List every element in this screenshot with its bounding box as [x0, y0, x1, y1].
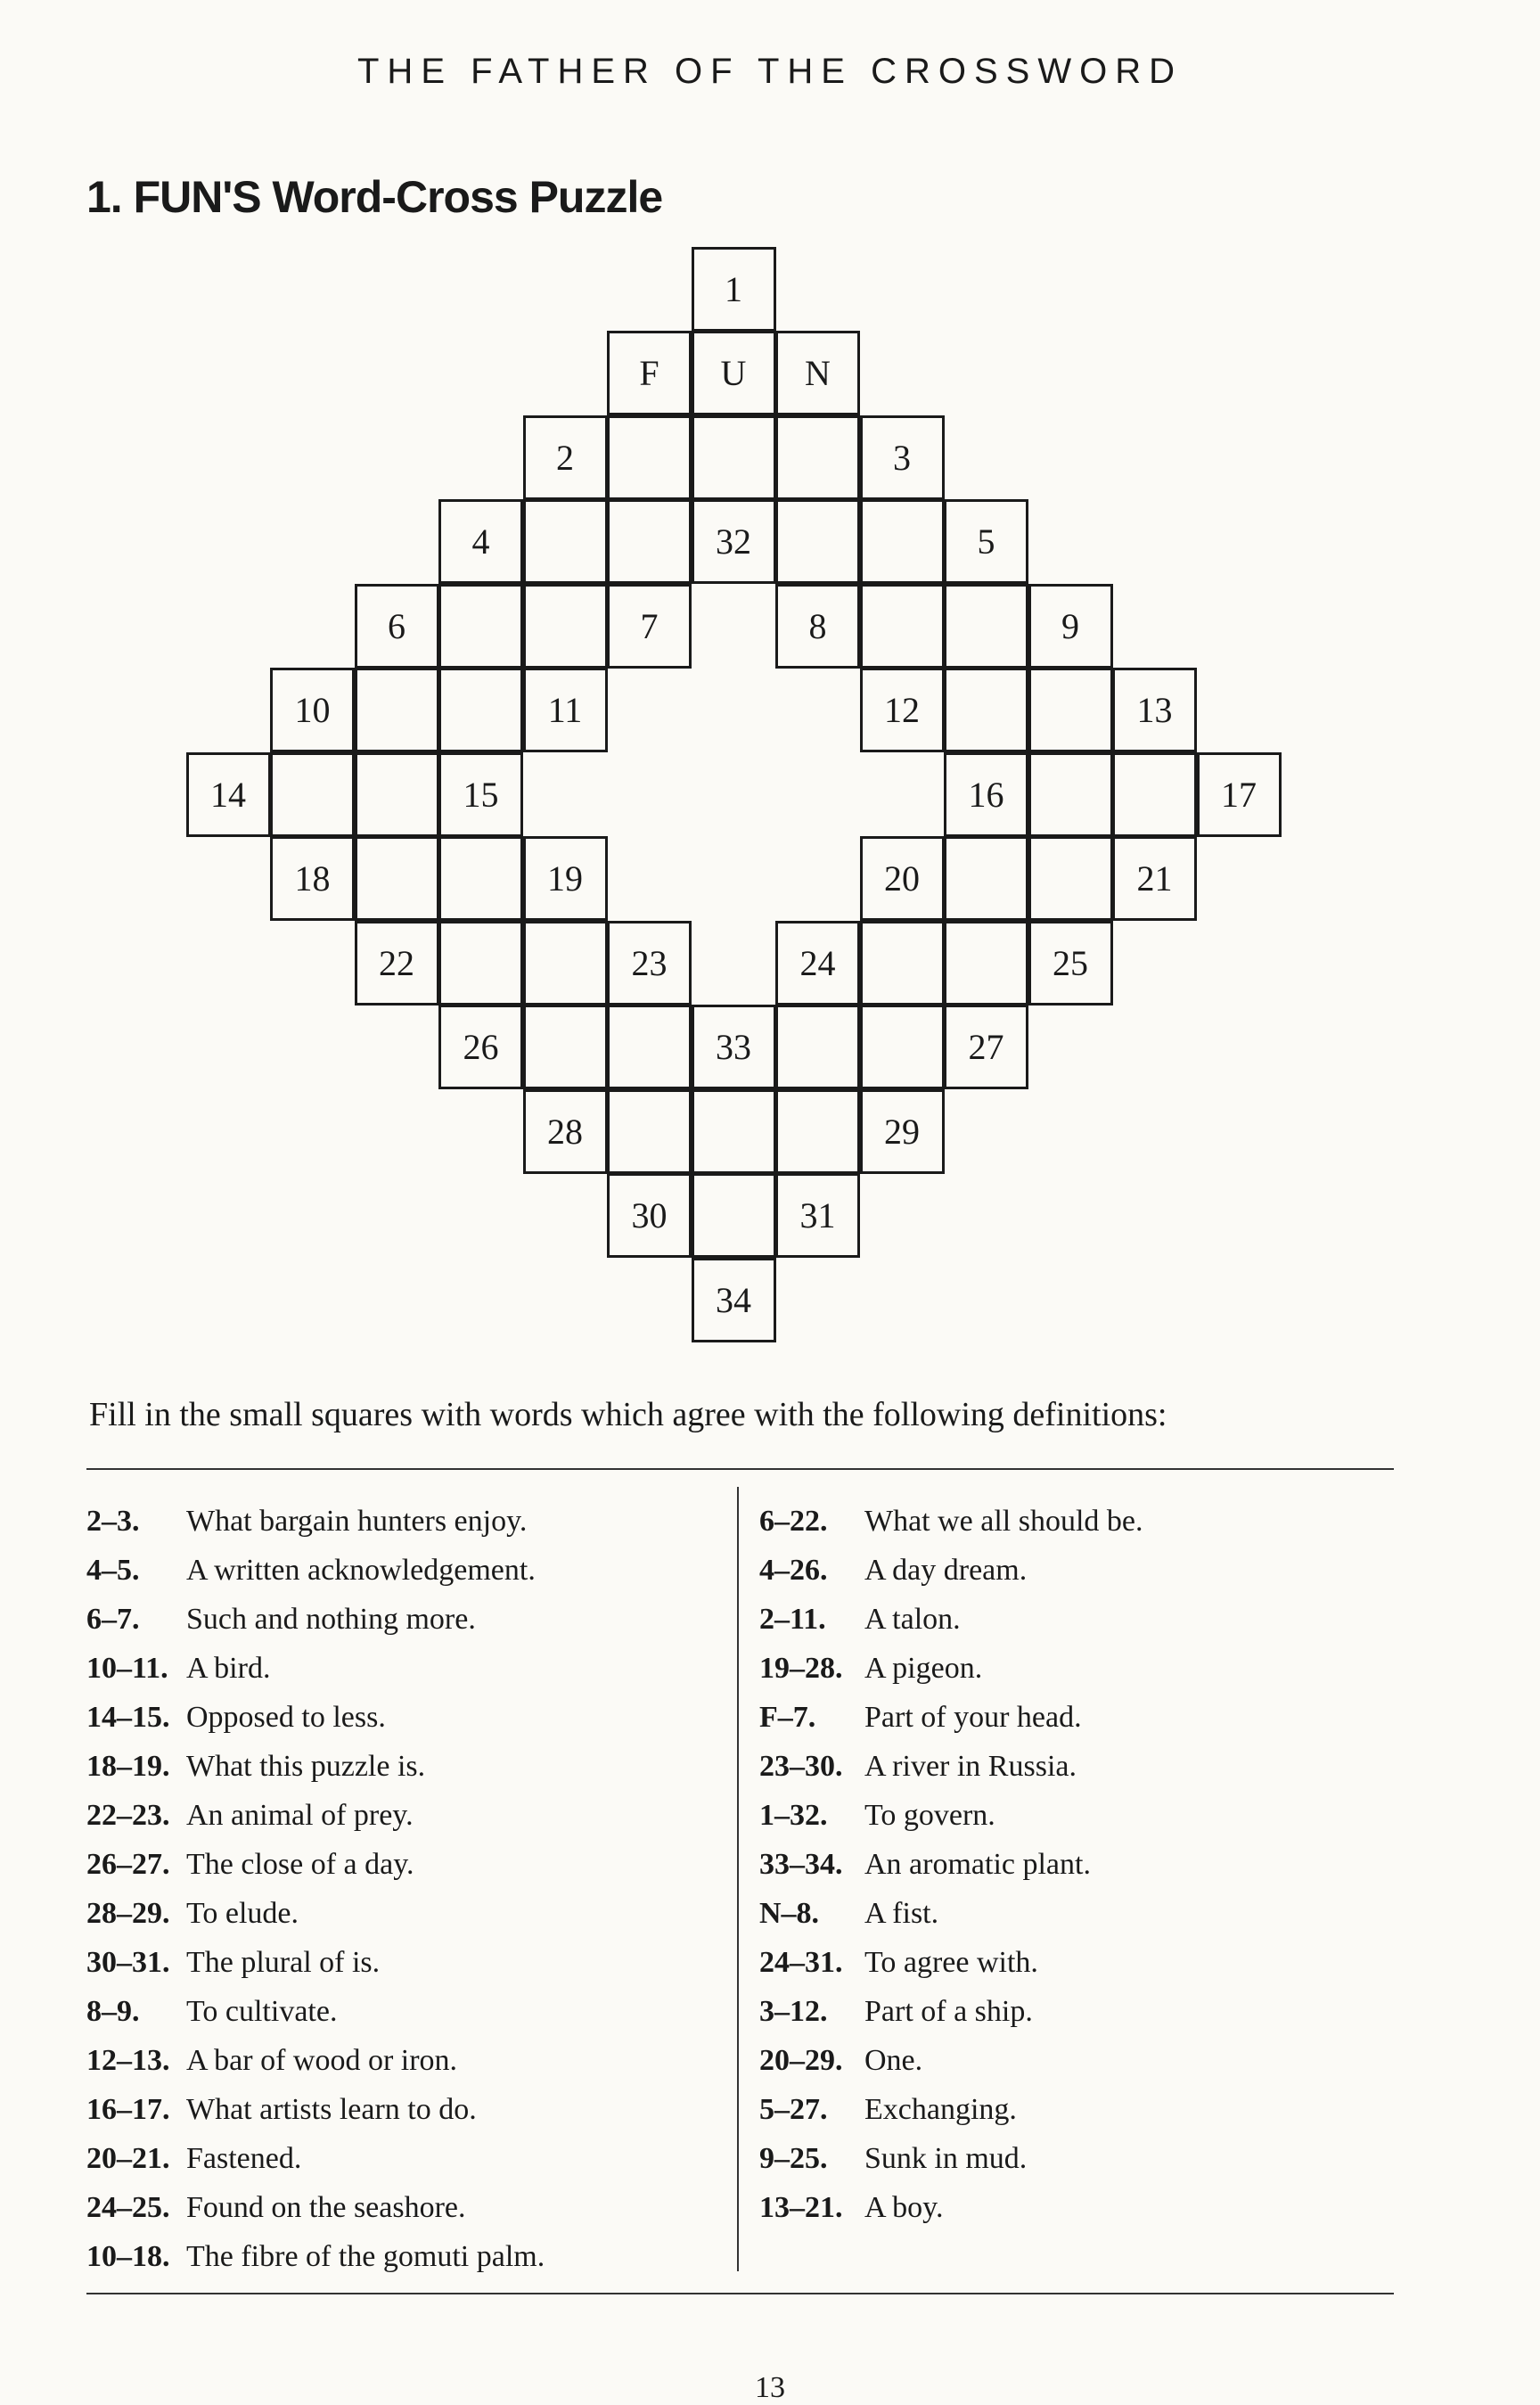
- clue-number: 8–9.: [86, 1995, 140, 2028]
- clue-text: A river in Russia.: [864, 1750, 1077, 1783]
- grid-cell[interactable]: F: [607, 331, 692, 415]
- clue-number: 28–29.: [86, 1897, 170, 1930]
- clue-text: Opposed to less.: [186, 1701, 386, 1734]
- clue-text: To agree with.: [864, 1946, 1038, 1979]
- clue-number: 4–5.: [86, 1554, 140, 1587]
- grid-cell[interactable]: 33: [692, 1005, 776, 1089]
- clue-item: [759, 2085, 1143, 2134]
- clue-item: [759, 1889, 1143, 1938]
- clue-number: 10–11.: [86, 1652, 168, 1685]
- clue-number: 33–34.: [759, 1848, 843, 1881]
- clue-text: The close of a day.: [186, 1848, 414, 1881]
- clue-number: 3–12.: [759, 1995, 828, 2028]
- grid-cell[interactable]: [775, 1089, 860, 1174]
- grid-cell[interactable]: 22: [355, 921, 439, 1006]
- grid-cell[interactable]: 5: [944, 499, 1028, 584]
- clue-number: 6–22.: [759, 1505, 828, 1538]
- clue-item: [86, 1595, 545, 1644]
- clue-number: 16–17.: [86, 2093, 170, 2126]
- clue-number: 2–3.: [86, 1505, 140, 1538]
- clue-text: What we all should be.: [864, 1505, 1143, 1538]
- clue-number: 20–21.: [86, 2142, 170, 2175]
- grid-cell[interactable]: 8: [775, 584, 860, 669]
- clue-text: What this puzzle is.: [186, 1750, 426, 1783]
- clue-number: 12–13.: [86, 2044, 170, 2077]
- grid-cell[interactable]: U: [692, 331, 776, 415]
- grid-cell[interactable]: [355, 752, 439, 837]
- grid-cell[interactable]: 12: [860, 668, 945, 752]
- clue-item: [86, 1840, 545, 1889]
- clue-text: The plural of is.: [186, 1946, 381, 1979]
- clue-text: A talon.: [864, 1603, 961, 1636]
- clue-text: A day dream.: [864, 1554, 1028, 1587]
- clue-text: To elude.: [186, 1897, 299, 1930]
- clue-item: [759, 2036, 1143, 2085]
- clue-item: [86, 1742, 545, 1791]
- grid-cell[interactable]: 4: [438, 499, 523, 584]
- clue-number: F–7.: [759, 1701, 816, 1734]
- grid-cell[interactable]: 24: [775, 921, 860, 1006]
- clue-text: Found on the seashore.: [186, 2191, 466, 2224]
- clue-item: [759, 2134, 1143, 2183]
- clue-text: Such and nothing more.: [186, 1603, 476, 1636]
- grid-cell[interactable]: [607, 1005, 692, 1089]
- grid-cell[interactable]: [944, 921, 1028, 1006]
- clue-number: 24–25.: [86, 2191, 170, 2224]
- grid-cell[interactable]: [860, 499, 945, 584]
- clues-right-column: [759, 1497, 1143, 2232]
- grid-cell[interactable]: 18: [270, 836, 355, 921]
- grid-cell[interactable]: 3: [860, 415, 945, 500]
- clue-number: 18–19.: [86, 1750, 170, 1783]
- clue-item: [86, 2134, 545, 2183]
- grid-cell[interactable]: [523, 499, 608, 584]
- grid-cell[interactable]: [607, 1089, 692, 1174]
- grid-cell[interactable]: [523, 921, 608, 1006]
- clue-item: [86, 1938, 545, 1987]
- clue-number: 30–31.: [86, 1946, 170, 1979]
- grid-cell[interactable]: [438, 921, 523, 1006]
- grid-cell[interactable]: [692, 1173, 776, 1258]
- instruction-text: Fill in the small squares with words which agree with the following definitions:: [89, 1396, 1167, 1433]
- grid-cell[interactable]: 1: [692, 247, 776, 332]
- clue-item: [759, 1742, 1143, 1791]
- clue-text: A bird.: [186, 1652, 271, 1685]
- grid-cell[interactable]: [860, 1005, 945, 1089]
- page-number: 13: [755, 2371, 785, 2404]
- clues-left-column: [86, 1497, 545, 2281]
- grid-cell[interactable]: 2: [523, 415, 608, 500]
- grid-cell[interactable]: 20: [860, 836, 945, 921]
- clue-item: [759, 1693, 1143, 1742]
- clue-number: 10–18.: [86, 2240, 170, 2273]
- grid-cell[interactable]: [1028, 752, 1113, 837]
- clue-item: [759, 1840, 1143, 1889]
- clue-item: [759, 2183, 1143, 2232]
- grid-cell[interactable]: 30: [607, 1173, 692, 1258]
- clue-text: To govern.: [864, 1799, 995, 1832]
- grid-cell[interactable]: 32: [692, 499, 776, 584]
- grid-cell[interactable]: [860, 921, 945, 1006]
- grid-cell[interactable]: [775, 1005, 860, 1089]
- clue-text: Part of your head.: [864, 1701, 1082, 1734]
- grid-cell[interactable]: 6: [355, 584, 439, 669]
- clue-number: 1–32.: [759, 1799, 828, 1832]
- clue-item: [86, 1644, 545, 1693]
- clue-text: Part of a ship.: [864, 1995, 1033, 2028]
- clue-number: 24–31.: [759, 1946, 843, 1979]
- grid-cell[interactable]: 17: [1197, 752, 1282, 837]
- grid-cell[interactable]: 19: [523, 836, 608, 921]
- clue-number: 9–25.: [759, 2142, 828, 2175]
- clue-item: [759, 1546, 1143, 1595]
- grid-cell[interactable]: 28: [523, 1089, 608, 1174]
- clue-item: [86, 1497, 545, 1546]
- grid-cell[interactable]: [523, 1005, 608, 1089]
- clue-text: A boy.: [864, 2191, 944, 2224]
- clue-item: [759, 1595, 1143, 1644]
- grid-cell[interactable]: [944, 668, 1028, 752]
- clue-item: [86, 2183, 545, 2232]
- clue-text: An aromatic plant.: [864, 1848, 1091, 1881]
- clue-text: Fastened.: [186, 2142, 302, 2175]
- grid-cell[interactable]: [1028, 836, 1113, 921]
- grid-cell[interactable]: [1112, 752, 1197, 837]
- clue-number: N–8.: [759, 1897, 820, 1930]
- running-head: THE FATHER OF THE CROSSWORD: [357, 52, 1183, 91]
- clue-number: 19–28.: [759, 1652, 843, 1685]
- clue-item: [759, 1644, 1143, 1693]
- clue-item: [86, 1546, 545, 1595]
- grid-cell[interactable]: 11: [523, 668, 608, 752]
- clue-number: 23–30.: [759, 1750, 843, 1783]
- clue-item: [759, 1938, 1143, 1987]
- clue-item: [86, 1889, 545, 1938]
- grid-cell[interactable]: 31: [775, 1173, 860, 1258]
- clue-text: Exchanging.: [864, 2093, 1017, 2126]
- grid-cell[interactable]: [355, 836, 439, 921]
- grid-cell[interactable]: [692, 1089, 776, 1174]
- clue-text: One.: [864, 2044, 923, 2077]
- puzzle-title: 1. FUN'S Word-Cross Puzzle: [86, 172, 663, 222]
- clue-item: [759, 1791, 1143, 1840]
- clue-text: The fibre of the gomuti palm.: [186, 2240, 545, 2273]
- grid-cell[interactable]: 15: [438, 752, 523, 837]
- clue-item: [86, 1987, 545, 2036]
- clue-text: Sunk in mud.: [864, 2142, 1028, 2175]
- grid-cell[interactable]: [438, 584, 523, 669]
- clue-text: A pigeon.: [864, 1652, 983, 1685]
- clue-text: A written acknowledgement.: [186, 1554, 536, 1587]
- grid-cell[interactable]: 34: [692, 1258, 776, 1342]
- clue-text: An animal of prey.: [186, 1799, 414, 1832]
- column-divider: [737, 1487, 739, 2271]
- grid-cell[interactable]: N: [775, 331, 860, 415]
- grid-cell[interactable]: [270, 752, 355, 837]
- clue-item: [86, 1791, 545, 1840]
- clue-number: 20–29.: [759, 2044, 843, 2077]
- clue-item: [86, 2085, 545, 2134]
- grid-cell[interactable]: [692, 415, 776, 500]
- grid-cell[interactable]: 10: [270, 668, 355, 752]
- grid-cell[interactable]: 16: [944, 752, 1028, 837]
- clue-item: [86, 2036, 545, 2085]
- grid-cell[interactable]: 14: [186, 752, 271, 837]
- clue-number: 13–21.: [759, 2191, 843, 2224]
- top-rule: [86, 1468, 1394, 1470]
- grid-cell[interactable]: [438, 836, 523, 921]
- clue-item: [86, 1693, 545, 1742]
- grid-cell[interactable]: [523, 584, 608, 669]
- grid-cell[interactable]: [355, 668, 439, 752]
- clue-text: What artists learn to do.: [186, 2093, 477, 2126]
- clue-item: [86, 2232, 545, 2281]
- grid-cell[interactable]: [944, 584, 1028, 669]
- clue-number: 22–23.: [86, 1799, 170, 1832]
- clue-item: [759, 1497, 1143, 1546]
- grid-cell[interactable]: [775, 415, 860, 500]
- clue-text: To cultivate.: [186, 1995, 338, 2028]
- grid-cell[interactable]: 25: [1028, 921, 1113, 1006]
- clue-text: A bar of wood or iron.: [186, 2044, 458, 2077]
- clue-text: A fist.: [864, 1897, 939, 1930]
- grid-cell[interactable]: 26: [438, 1005, 523, 1089]
- grid-cell[interactable]: [860, 584, 945, 669]
- clue-number: 2–11.: [759, 1603, 826, 1636]
- bottom-rule: [86, 2293, 1394, 2294]
- grid-cell[interactable]: 7: [607, 584, 692, 669]
- grid-cell[interactable]: [775, 499, 860, 584]
- grid-cell[interactable]: 23: [607, 921, 692, 1006]
- grid-cell[interactable]: 21: [1112, 836, 1197, 921]
- grid-cell[interactable]: [607, 415, 692, 500]
- grid-cell[interactable]: 27: [944, 1005, 1028, 1089]
- clue-number: 14–15.: [86, 1701, 170, 1734]
- grid-cell[interactable]: 29: [860, 1089, 945, 1174]
- clue-number: 5–27.: [759, 2093, 828, 2126]
- clue-number: 26–27.: [86, 1848, 170, 1881]
- clue-item: [759, 1987, 1143, 2036]
- clue-number: 6–7.: [86, 1603, 140, 1636]
- grid-cell[interactable]: [944, 836, 1028, 921]
- grid-cell[interactable]: [438, 668, 523, 752]
- clue-text: What bargain hunters enjoy.: [186, 1505, 528, 1538]
- grid-cell[interactable]: 13: [1112, 668, 1197, 752]
- clue-number: 4–26.: [759, 1554, 828, 1587]
- grid-cell[interactable]: 9: [1028, 584, 1113, 669]
- grid-cell[interactable]: [607, 499, 692, 584]
- grid-cell[interactable]: [1028, 668, 1113, 752]
